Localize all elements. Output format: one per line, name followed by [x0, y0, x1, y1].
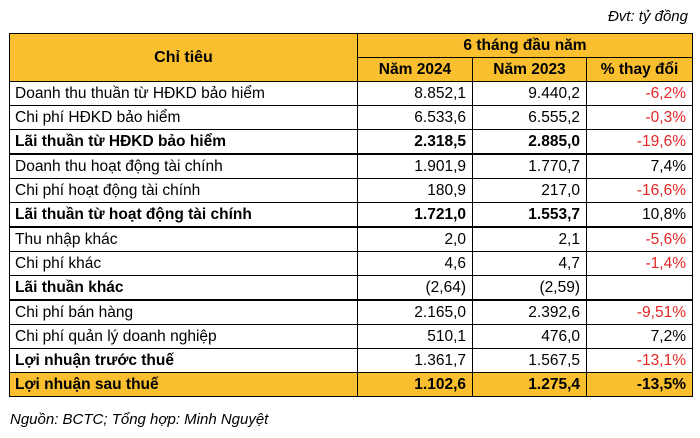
value-2024: 2.165,0 [358, 300, 473, 325]
value-2024: 1.361,7 [358, 349, 473, 373]
table-row-total [10, 373, 693, 397]
value-2024: 1.102,6 [358, 373, 473, 397]
row-label: Chi phí HĐKD bảo hiểm [10, 106, 358, 130]
header-2023: Năm 2023 [473, 58, 587, 82]
value-2024: (2,64) [358, 276, 473, 301]
value-change: -0,3% [587, 106, 693, 130]
value-2024: 2.318,5 [358, 130, 473, 155]
row-label: Chi phí hoạt động tài chính [10, 179, 358, 203]
value-2024: 2,0 [358, 227, 473, 252]
unit-note: Đvt: tỷ đồng [607, 8, 688, 25]
value-change: -6,2% [587, 82, 693, 106]
value-change: 7,4% [587, 154, 693, 179]
row-label: Doanh thu hoạt động tài chính [10, 154, 358, 179]
value-change: -5,6% [587, 227, 693, 252]
value-2023: 1.770,7 [473, 154, 587, 179]
value-2023: 2,1 [473, 227, 587, 252]
value-change [587, 276, 693, 301]
value-2023: 2.885,0 [473, 130, 587, 155]
table-row [10, 154, 693, 179]
header-indicator: Chỉ tiêu [10, 34, 358, 82]
value-2023: 6.555,2 [473, 106, 587, 130]
header-period: 6 tháng đầu năm [358, 34, 693, 58]
row-label: Chi phí khác [10, 252, 358, 276]
financial-table [9, 33, 693, 397]
value-2023: 9.440,2 [473, 82, 587, 106]
row-label: Doanh thu thuần từ HĐKD bảo hiểm [10, 82, 358, 106]
value-2024: 1.901,9 [358, 154, 473, 179]
value-change: 10,8% [587, 203, 693, 228]
row-label: Chi phí bán hàng [10, 300, 358, 325]
row-label: Lãi thuần từ hoạt động tài chính [10, 203, 358, 228]
value-2023: 476,0 [473, 325, 587, 349]
table-row [10, 130, 693, 155]
table-row [10, 82, 693, 106]
value-2024: 180,9 [358, 179, 473, 203]
row-label: Lãi thuần khác [10, 276, 358, 301]
value-change: -13,5% [587, 373, 693, 397]
value-2024: 6.533,6 [358, 106, 473, 130]
table-row [10, 203, 693, 228]
table-row [10, 106, 693, 130]
table-row [10, 227, 693, 252]
value-2023: 1.567,5 [473, 349, 587, 373]
source-note: Nguồn: BCTC; Tổng hợp: Minh Nguyệt [10, 411, 269, 428]
value-2023: 1.275,4 [473, 373, 587, 397]
value-2023: 1.553,7 [473, 203, 587, 228]
table-row [10, 349, 693, 373]
header-change: % thay đổi [587, 58, 693, 82]
value-2023: (2,59) [473, 276, 587, 301]
table-row [10, 276, 693, 301]
header-2024: Năm 2024 [358, 58, 473, 82]
value-2024: 510,1 [358, 325, 473, 349]
table-row [10, 179, 693, 203]
value-change: -19,6% [587, 130, 693, 155]
row-label: Lợi nhuận sau thuế [10, 373, 358, 397]
value-change: -9,51% [587, 300, 693, 325]
row-label: Thu nhập khác [10, 227, 358, 252]
row-label: Lãi thuần từ HĐKD bảo hiểm [10, 130, 358, 155]
value-2023: 217,0 [473, 179, 587, 203]
value-2023: 2.392,6 [473, 300, 587, 325]
value-2024: 1.721,0 [358, 203, 473, 228]
table-row [10, 325, 693, 349]
value-2023: 4,7 [473, 252, 587, 276]
row-label: Lợi nhuận trước thuế [10, 349, 358, 373]
value-change: -1,4% [587, 252, 693, 276]
value-2024: 8.852,1 [358, 82, 473, 106]
value-change: -16,6% [587, 179, 693, 203]
value-change: 7,2% [587, 325, 693, 349]
table-row [10, 252, 693, 276]
row-label: Chi phí quản lý doanh nghiệp [10, 325, 358, 349]
table-row [10, 300, 693, 325]
value-2024: 4,6 [358, 252, 473, 276]
value-change: -13,1% [587, 349, 693, 373]
